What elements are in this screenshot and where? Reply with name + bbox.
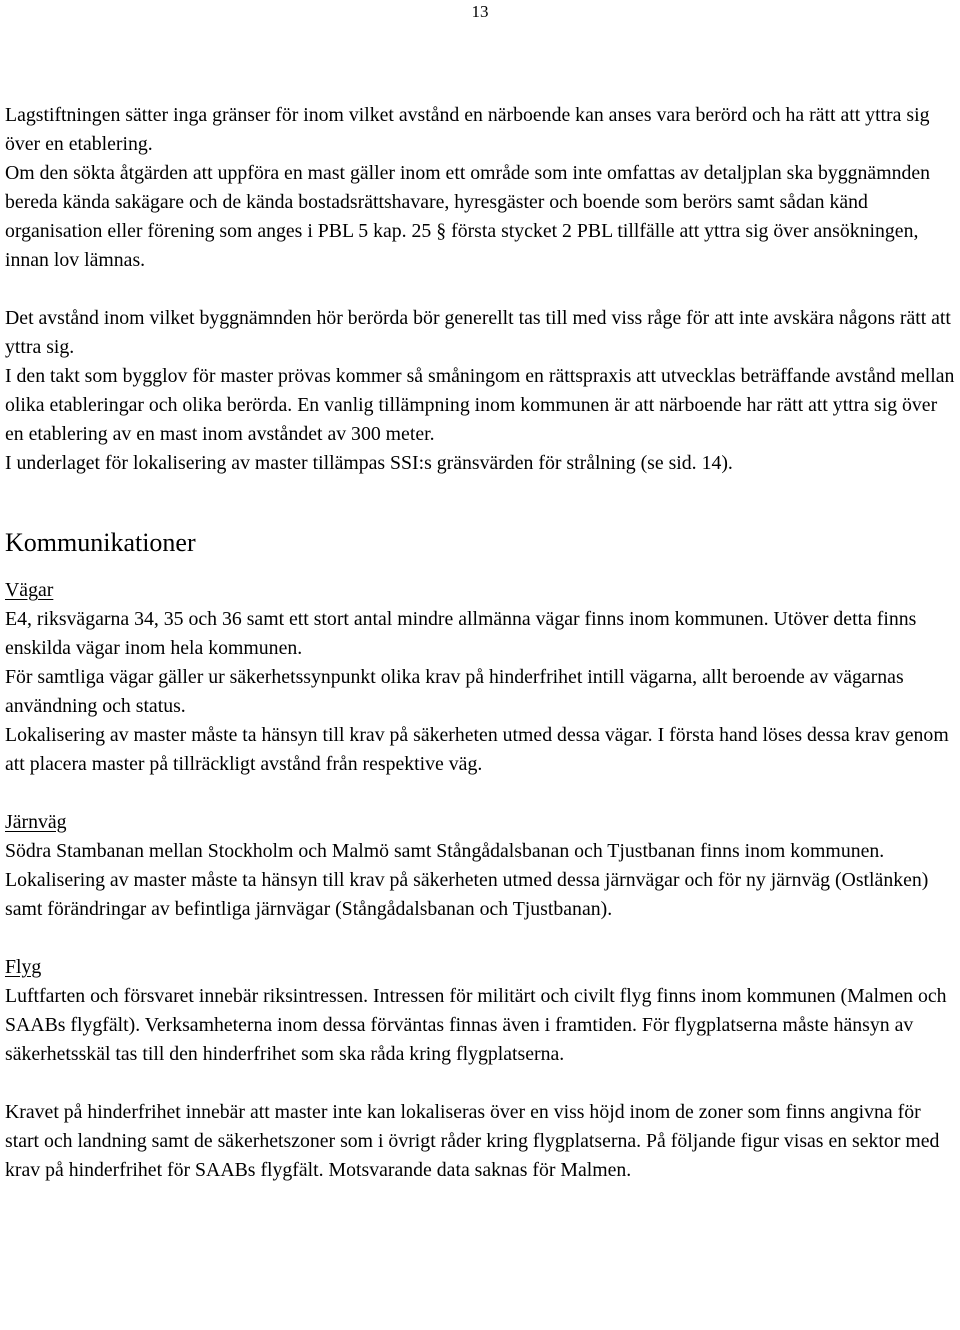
jarnvag-paragraph-1: Södra Stambanan mellan Stockholm och Malmö samt Stångådalsbanan och Tjustbanan finns inom kommunen. Lokalisering av master måste ta hänsyn till krav på säkerheten utmed dessa järnvägar och för ny järnväg (Ostlänken) samt förändringar av befintliga järnvägar (Stångådalsbanan och Tjustbanan).	[5, 840, 929, 920]
intro-paragraph-1: Lagstiftningen sätter inga gränser för inom vilket avstånd en närboende kan anses vara berörd och ha rätt att yttra sig över en etablering.	[5, 104, 930, 155]
section-title: Kommunikationer	[5, 528, 196, 557]
paragraph-gap	[5, 779, 957, 808]
intro-paragraph-3: Det avstånd inom vilket byggnämnden hör berörda bör generellt tas till med viss råge för att inte avskära någons rätt att yttra sig.	[5, 307, 951, 358]
intro-paragraph-2: Om den sökta åtgärden att uppföra en mast gäller inom ett område som inte omfattas av detaljplan ska byggnämnden bereda kända sakägare och de kända bostadsrättshavare, hyresgäster och boende som berörs samt sådan känd organisation eller förening som anges i PBL 5 kap. 25 § första stycket 2 PBL tillfälle att yttra sig över ansökningen, innan lov lämnas.	[5, 162, 931, 271]
subheading-vagar: Vägar	[5, 579, 54, 601]
vagar-paragraph-3: Lokalisering av master måste ta hänsyn till krav på säkerheten utmed dessa vägar. I första hand löses dessa krav genom att placera master på tillräckligt avstånd från respektive väg.	[5, 724, 949, 775]
paragraph-gap	[5, 275, 957, 304]
subheading-jarnvag: Järnväg	[5, 811, 67, 833]
vagar-paragraph-2: För samtliga vägar gäller ur säkerhetssynpunkt olika krav på hinderfrihet intill vägarna, allt beroende av vägarnas användning och status.	[5, 666, 904, 717]
flyg-paragraph-1: Luftfarten och försvaret innebär riksintressen. Intressen för militärt och civilt flyg finns inom kommunen (Malmen och SAABs flygfält). Verksamheterna inom dessa förväntas finnas även i framtiden. För flygplatserna måste hänsyn av säkerhetsskäl tas till den hinderfrihet som ska råda kring flygplatserna.	[5, 985, 947, 1065]
page-number: 13	[471, 2, 489, 21]
intro-paragraph-5: I underlaget för lokalisering av master tillämpas SSI:s gränsvärden för strålning (se sid. 14).	[5, 452, 733, 474]
vagar-paragraph-1: E4, riksvägarna 34, 35 och 36 samt ett stort antal mindre allmänna vägar finns inom kommunen. Utöver detta finns enskilda vägar inom hela kommunen.	[5, 608, 917, 659]
flyg-paragraph-2: Kravet på hinderfrihet innebär att master inte kan lokaliseras över en viss höjd inom de zoner som finns angivna för start och landning samt de säkerhetszoner som i övrigt råder kring flygplatserna. På följande figur visas en sektor med krav på hinderfrihet för SAABs flygfält. Motsvarande data saknas för Malmen.	[5, 1101, 940, 1181]
subheading-flyg: Flyg	[5, 956, 42, 978]
document-body	[5, 101, 957, 1185]
paragraph-gap	[5, 924, 957, 953]
intro-paragraph-4: I den takt som bygglov för master prövas kommer så småningom en rättspraxis att utvecklas beträffande avstånd mellan olika etableringar och olika berörda. En vanlig tillämpning inom kommunen är att närboende har rätt att yttra sig över en etablering av en mast inom avståndet av 300 meter.	[5, 365, 955, 445]
section-gap	[5, 478, 957, 528]
paragraph-gap	[5, 1069, 957, 1098]
